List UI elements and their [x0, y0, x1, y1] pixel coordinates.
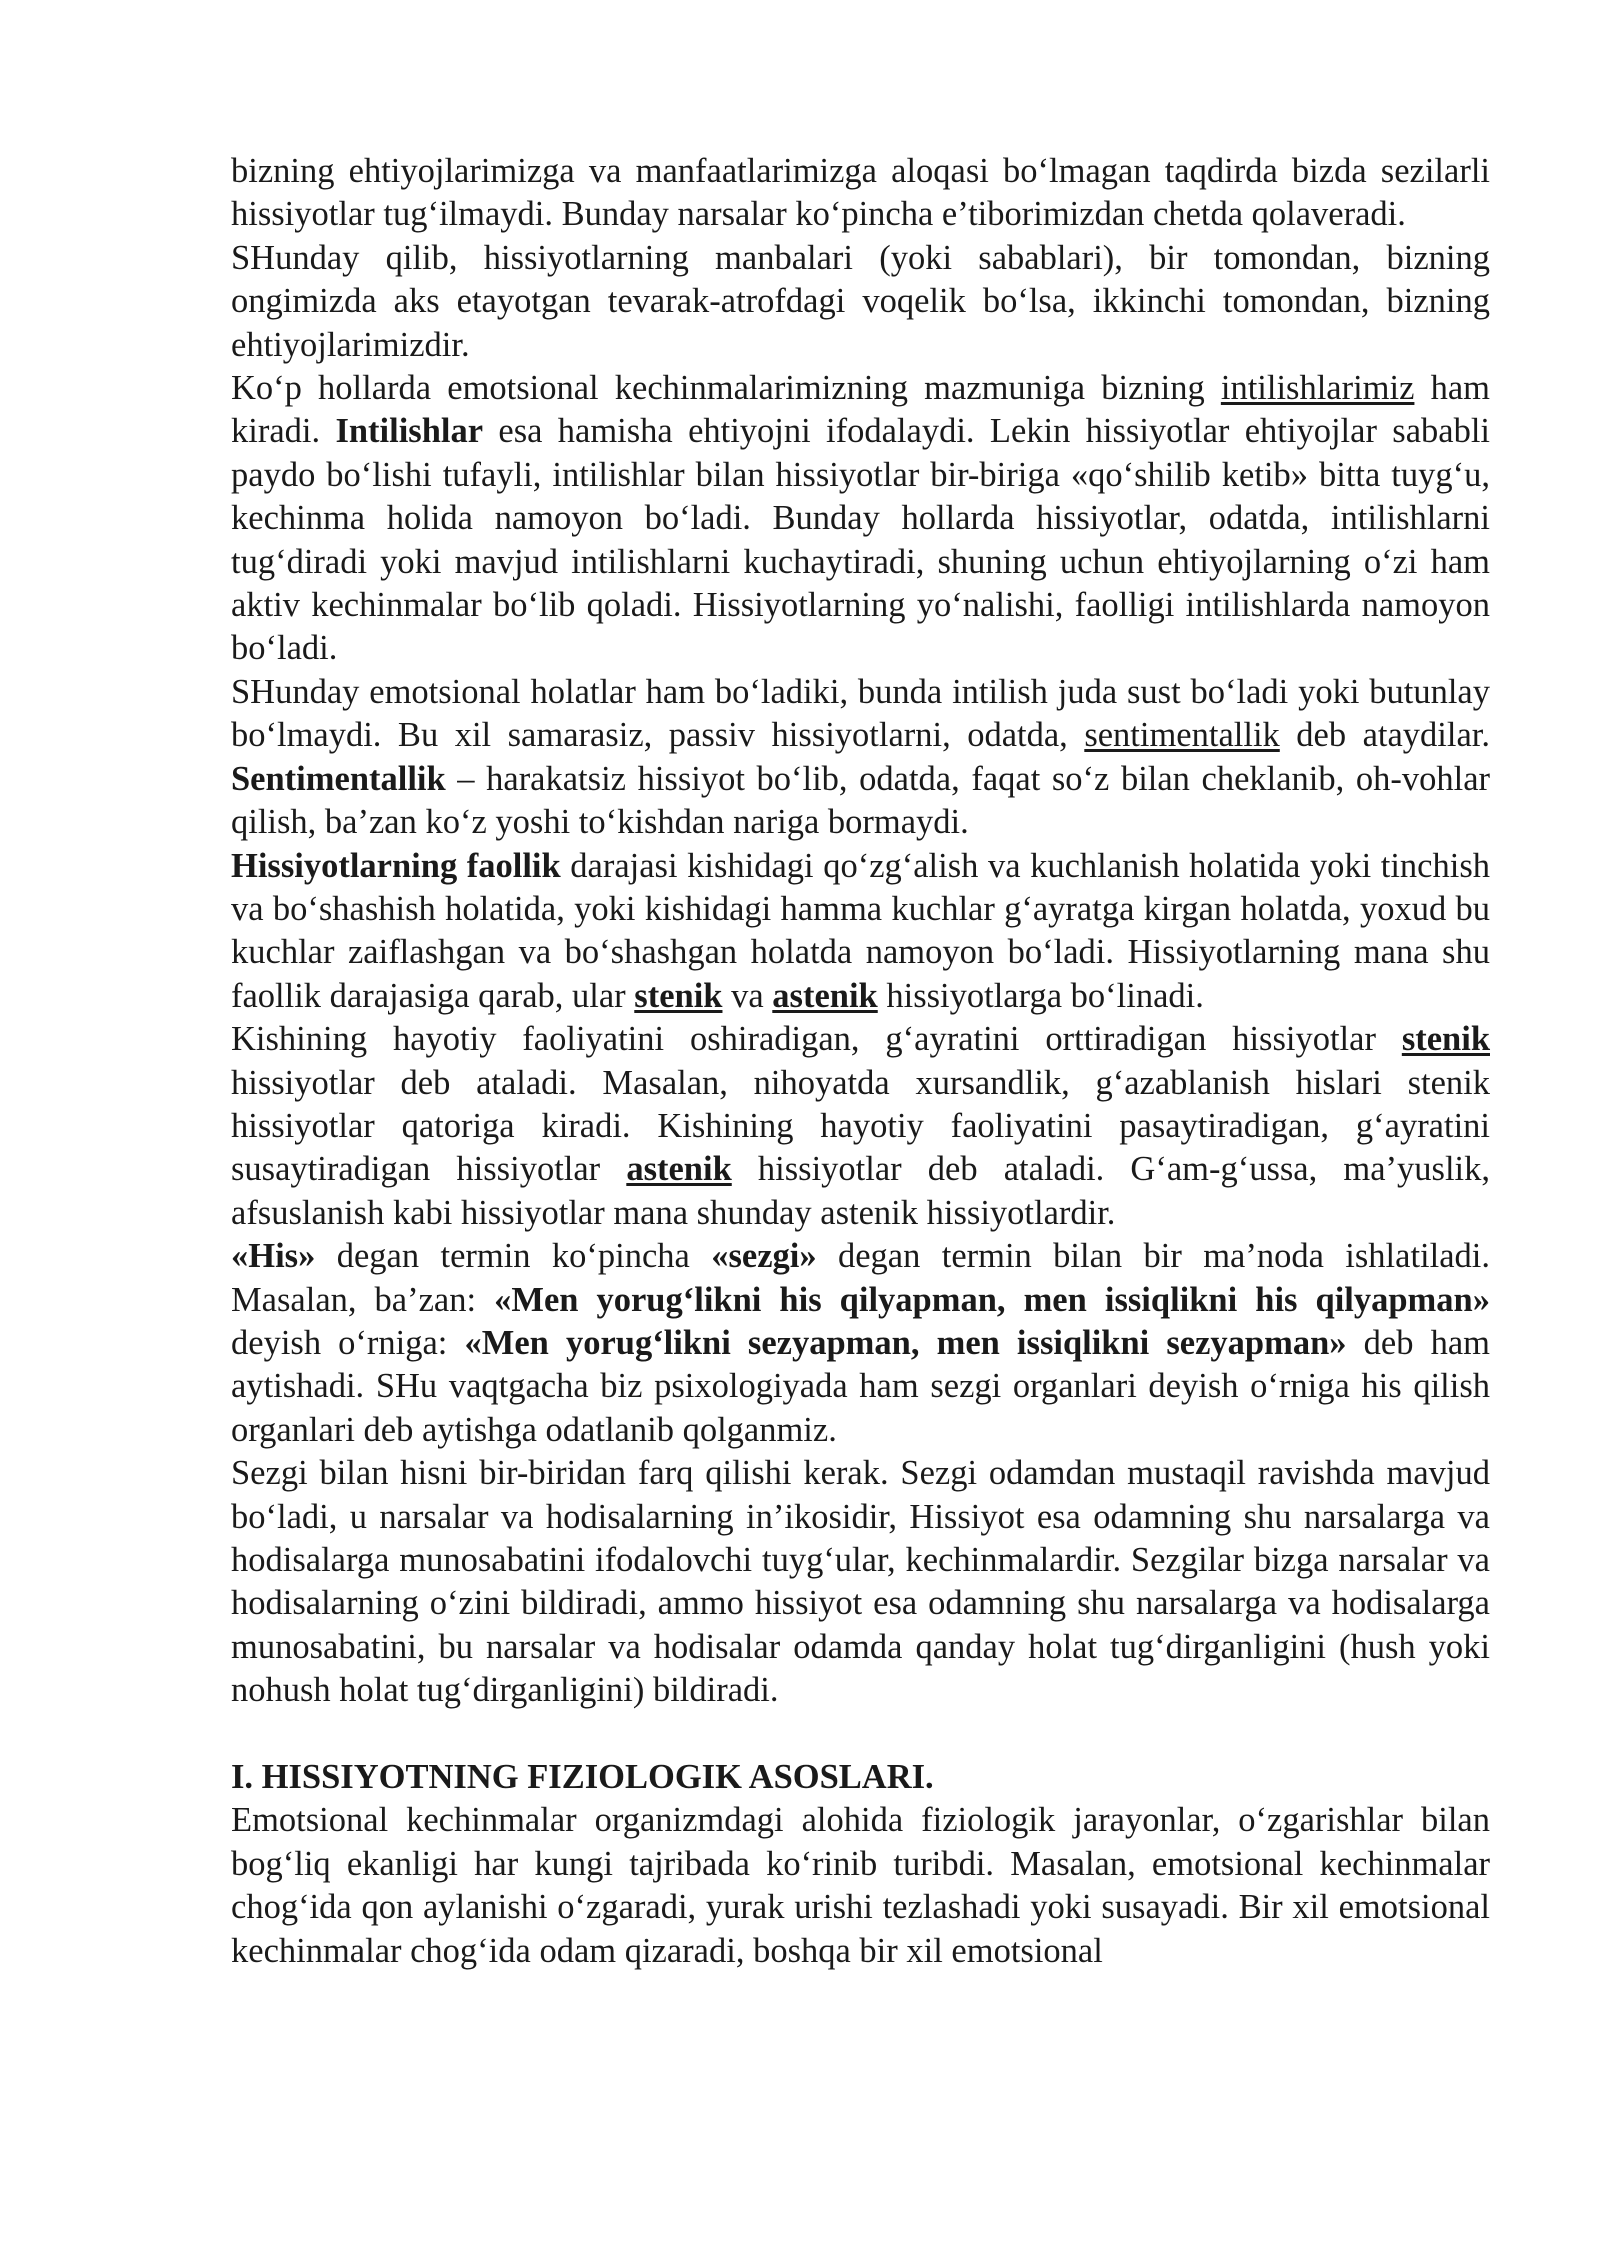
- bold-quote: «Men yorug‘likni his qilyapman, men issiqlikni his qilyapman»: [494, 1280, 1490, 1319]
- paragraph-5: [231, 845, 1490, 1019]
- text-run: Sezgi bilan hisni bir-biridan farq qilishi kerak. Sezgi odamdan mustaqil ravishda mavjud bo‘ladi, u narsalar va hodisalarning in’ikosidir, Hissiyot esa odamning shu narsalarga va hodisalarga munosabatini ifodalovchi tuyg‘ular, kechinmalardir. Sezgilar bizga narsalar va hodisalarning o‘zini bildiradi, ammo hissiyot esa odamning shu narsalarga va hodisalarga munosabatini, bu narsalar va hodisalar odamda qanday holat tug‘dirganligini (hush yoki nohush holat tug‘dirganligini) bildiradi.: [231, 1454, 1490, 1710]
- section-paragraph: [231, 1799, 1490, 1973]
- paragraph-3: [231, 367, 1490, 671]
- text-run: hissiyotlar deb ataladi. G‘am-g‘ussa, ma’yuslik, afsuslanish kabi hissiyotlar mana shunday astenik hissiyotlardir.: [231, 1150, 1490, 1232]
- blank-line: [231, 1713, 1490, 1756]
- text-run: bizning ehtiyojlarimizga va manfaatlarimizga aloqasi bo‘lmagan taqdirda bizda sezilarli hissiyotlar tug‘ilmaydi. Bunday narsalar ko‘pincha e’tiborimizdan chetda qolaveradi.: [231, 152, 1490, 234]
- bold-term: Sentimentallik: [231, 759, 446, 798]
- text-run: deb ataydilar.: [1279, 716, 1491, 755]
- bold-term: Intilishlar: [335, 412, 484, 451]
- text-run: Ko‘p hollarda emotsional kechinmalarimizning mazmuniga bizning: [231, 369, 1221, 408]
- text-run: Kishining hayotiy faoliyatini oshiradigan, g‘ayratini orttiradigan hissiyotlar: [231, 1020, 1402, 1059]
- text-run: hissiyotlarga bo‘linadi.: [877, 976, 1204, 1015]
- text-run: Emotsional kechinmalar organizmdagi alohida fiziologik jarayonlar, o‘zgarishlar bilan bog‘liq ekanligi har kungi tajribada ko‘rinib turibdi. Masalan, emotsional kechinmalar chog‘ida qon aylanishi o‘zgaradi, yurak urishi tezlashadi yoki susayadi. Bir xil emotsional kechinmalar chog‘ida odam qizaradi, boshqa bir xil emotsional: [231, 1801, 1490, 1970]
- text-run: degan termin bilan bir ma’noda ishlatiladi. Masalan, ba’zan:: [231, 1237, 1490, 1319]
- text-run: va: [722, 976, 773, 1015]
- bold-term: Hissiyotlarning faollik: [231, 846, 561, 885]
- paragraph-8: [231, 1452, 1490, 1712]
- bold-term: «sezgi»: [711, 1237, 817, 1276]
- document-page: [231, 150, 1490, 1973]
- bold-term: «His»: [231, 1237, 316, 1276]
- text-run: darajasi kishidagi qo‘zg‘alish va kuchlanish holatida yoki tinchish va bo‘shashish holatida, yoki kishidagi hamma kuchlar g‘ayratga kirgan holatda, yoxud bu kuchlar zaiflashgan va bo‘shashgan holatda namoyon bo‘ladi. Hissiyotlarning mana shu faollik darajasiga qarab, ular: [231, 846, 1491, 1015]
- text-run: ham kiradi.: [231, 369, 1490, 451]
- text-run: – harakatsiz hissiyot bo‘lib, odatda, faqat so‘z bilan cheklanib, oh-vohlar qilish, ba’zan ko‘z yoshi to‘kishdan nariga bormaydi.: [231, 759, 1490, 842]
- bold-underlined-term: astenik: [772, 976, 878, 1015]
- paragraph-4: [231, 671, 1490, 845]
- paragraph-2: [231, 237, 1490, 367]
- text-run: SHunday emotsional holatlar ham bo‘ladiki, bunda intilish juda sust bo‘ladi yoki butunlay bo‘lmaydi. Bu xil samarasiz, passiv hissiyotlarni, odatda,: [231, 672, 1490, 755]
- text-run: deb ham aytishadi. SHu vaqtgacha biz psixologiyada ham sezgi organlari deyish o‘rniga his qilish organlari deb aytishga odatlanib qolganmiz.: [231, 1323, 1490, 1449]
- text-run: SHunday qilib, hissiyotlarning manbalari (yoki sabablari), bir tomondan, bizning ongimizda aks etayotgan tevarak-atrofdagi voqelik bo‘lsa, ikkinchi tomondan, bizning ehtiyojlarimizdir.: [231, 238, 1490, 364]
- bold-underlined-term: stenik: [1401, 1020, 1490, 1059]
- bold-underlined-term: stenik: [634, 976, 723, 1015]
- paragraph-1: [231, 150, 1490, 237]
- text-run: deyish o‘rniga:: [231, 1323, 465, 1362]
- underlined-term: intilishlarimiz: [1220, 369, 1415, 408]
- text-run: degan termin ko‘pincha: [315, 1237, 712, 1276]
- underlined-term: sentimentallik: [1084, 716, 1280, 755]
- paragraph-7: [231, 1235, 1490, 1452]
- bold-underlined-term: astenik: [626, 1150, 732, 1189]
- text-run: hissiyotlar deb ataladi. Masalan, nihoyatda xursandlik, g‘azablanish hislari stenik hissiyotlar qatoriga kiradi. Kishining hayotiy faoliyatini pasaytiradigan, g‘ayratini susaytiradigan hissiyotlar: [231, 1063, 1490, 1189]
- text-run: esa hamisha ehtiyojni ifodalaydi. Lekin hissiyotlar ehtiyojlar sababli paydo bo‘lishi tufayli, intilishlar bilan hissiyotlar bir-biriga «qo‘shilib ketib» bitta tuyg‘u, kechinma holida namoyon bo‘ladi. Bunday hollarda hissiyotlar, odatda, intilishlarni tug‘diradi yoki mavjud intilishlarni kuchaytiradi, shuning uchun ehtiyojlarning o‘zi ham aktiv kechinmalar bo‘lib qoladi. Hissiyotlarning yo‘nalishi, faolligi intilishlarda namoyon bo‘ladi.: [231, 412, 1490, 668]
- section-heading: I. HISSIYOTNING FIZIOLOGIK ASOSLARI.: [231, 1758, 934, 1797]
- paragraph-6: [231, 1018, 1490, 1235]
- bold-quote: «Men yorug‘likni sezyapman, men issiqlikni sezyapman»: [464, 1323, 1347, 1362]
